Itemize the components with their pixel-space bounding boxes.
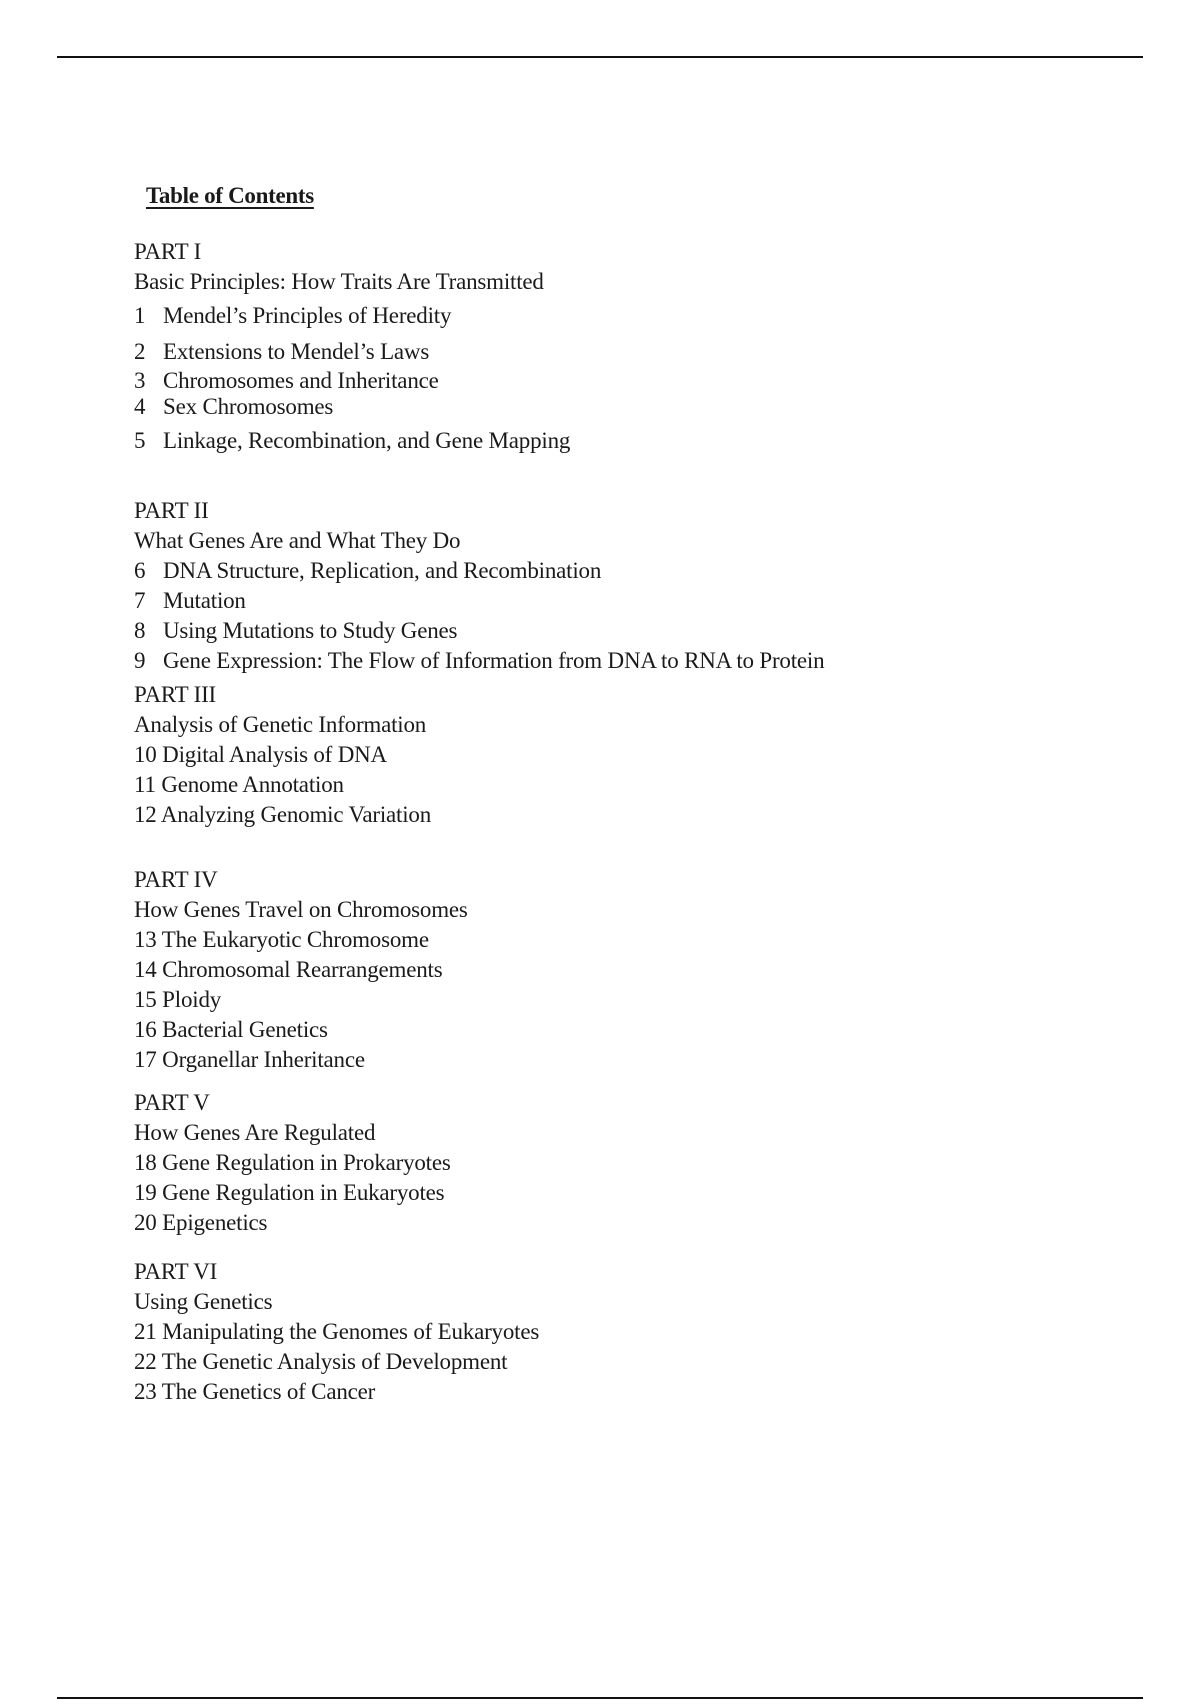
chapter-title: Extensions to Mendel’s Laws	[163, 339, 430, 364]
chapter-number: 15	[134, 987, 157, 1012]
chapter-14[interactable]	[134, 958, 468, 988]
chapter-title: Using Mutations to Study Genes	[163, 618, 458, 643]
part-1	[134, 240, 570, 459]
chapter-title: Mutation	[163, 588, 246, 613]
chapter-number: 6	[134, 558, 146, 583]
chapter-number: 22	[134, 1349, 157, 1374]
chapter-number: 11	[134, 772, 156, 797]
chapter-title: Gene Regulation in Eukaryotes	[162, 1180, 445, 1205]
part-subtitle: Basic Principles: How Traits Are Transmitted	[134, 269, 544, 294]
part-subtitle: What Genes Are and What They Do	[134, 528, 461, 553]
chapter-number: 13	[134, 927, 157, 952]
chapter-6[interactable]	[134, 559, 824, 589]
chapter-15[interactable]	[134, 988, 468, 1018]
chapter-21[interactable]	[134, 1320, 539, 1350]
part-subtitle: How Genes Are Regulated	[134, 1120, 376, 1145]
chapter-title: Manipulating the Genomes of Eukaryotes	[162, 1319, 540, 1344]
chapter-10[interactable]	[134, 743, 431, 773]
chapter-title: Gene Regulation in Prokaryotes	[162, 1150, 451, 1175]
chapter-title: Gene Expression: The Flow of Information from DNA to RNA to Protein	[163, 648, 825, 673]
toc-title: Table of Contents	[146, 183, 314, 208]
chapter-2[interactable]	[134, 340, 570, 370]
part-label: PART VI	[134, 1259, 218, 1284]
part-label: PART III	[134, 682, 217, 707]
part-label: PART I	[134, 239, 202, 264]
chapter-title: Ploidy	[162, 987, 222, 1012]
chapter-title: Mendel’s Principles of Heredity	[163, 303, 452, 328]
chapter-number: 21	[134, 1319, 157, 1344]
chapter-title: Organellar Inheritance	[162, 1047, 365, 1072]
chapter-number: 7	[134, 588, 146, 613]
chapter-title: Bacterial Genetics	[162, 1017, 328, 1042]
part-2	[134, 499, 824, 679]
chapter-17[interactable]	[134, 1048, 468, 1078]
chapter-23[interactable]	[134, 1380, 539, 1410]
chapter-number: 19	[134, 1180, 157, 1205]
part-subtitle: Using Genetics	[134, 1289, 273, 1314]
chapter-number: 17	[134, 1047, 157, 1072]
chapter-number: 12	[134, 802, 157, 827]
chapter-number: 2	[134, 339, 146, 364]
chapter-title: The Genetic Analysis of Development	[161, 1349, 508, 1374]
chapter-number: 18	[134, 1150, 157, 1175]
chapter-title: The Eukaryotic Chromosome	[161, 927, 429, 952]
chapter-number: 8	[134, 618, 146, 643]
chapter-title: Sex Chromosomes	[163, 394, 334, 419]
part-3	[134, 683, 431, 833]
chapter-number: 3	[134, 368, 146, 393]
chapter-number: 1	[134, 303, 146, 328]
chapter-title: Epigenetics	[162, 1210, 268, 1235]
part-6	[134, 1260, 539, 1410]
part-4	[134, 868, 468, 1078]
part-subtitle: Analysis of Genetic Information	[134, 712, 427, 737]
chapter-12[interactable]	[134, 803, 431, 833]
top-rule	[57, 56, 1143, 58]
chapter-number: 9	[134, 648, 146, 673]
part-subtitle: How Genes Travel on Chromosomes	[134, 897, 468, 922]
part-label: PART II	[134, 498, 209, 523]
chapter-16[interactable]	[134, 1018, 468, 1048]
chapter-title: Chromosomal Rearrangements	[162, 957, 443, 982]
chapter-22[interactable]	[134, 1350, 539, 1380]
chapter-number: 16	[134, 1017, 157, 1042]
chapter-4[interactable]	[134, 395, 570, 425]
chapter-13[interactable]	[134, 928, 468, 958]
chapter-7[interactable]	[134, 589, 824, 619]
part-label: PART V	[134, 1090, 210, 1115]
chapter-number: 4	[134, 394, 146, 419]
chapter-8[interactable]	[134, 619, 824, 649]
chapter-title: Digital Analysis of DNA	[162, 742, 387, 767]
chapter-20[interactable]	[134, 1211, 451, 1241]
chapter-title: Analyzing Genomic Variation	[160, 802, 431, 827]
chapter-number: 20	[134, 1210, 157, 1235]
chapter-title: Linkage, Recombination, and Gene Mapping	[163, 428, 571, 453]
chapter-1[interactable]	[134, 304, 570, 334]
chapter-number: 23	[134, 1379, 157, 1404]
chapter-9[interactable]	[134, 649, 824, 679]
chapter-5[interactable]	[134, 429, 570, 459]
chapter-19[interactable]	[134, 1181, 451, 1211]
chapter-number: 14	[134, 957, 157, 982]
chapter-number: 5	[134, 428, 146, 453]
chapter-11[interactable]	[134, 773, 431, 803]
chapter-18[interactable]	[134, 1151, 451, 1181]
chapter-title: Genome Annotation	[161, 772, 344, 797]
chapter-title: DNA Structure, Replication, and Recombination	[163, 558, 602, 583]
chapter-title: The Genetics of Cancer	[161, 1379, 376, 1404]
bottom-rule	[57, 1697, 1143, 1699]
part-label: PART IV	[134, 867, 218, 892]
chapter-title: Chromosomes and Inheritance	[163, 368, 439, 393]
part-5	[134, 1091, 451, 1241]
chapter-number: 10	[134, 742, 157, 767]
